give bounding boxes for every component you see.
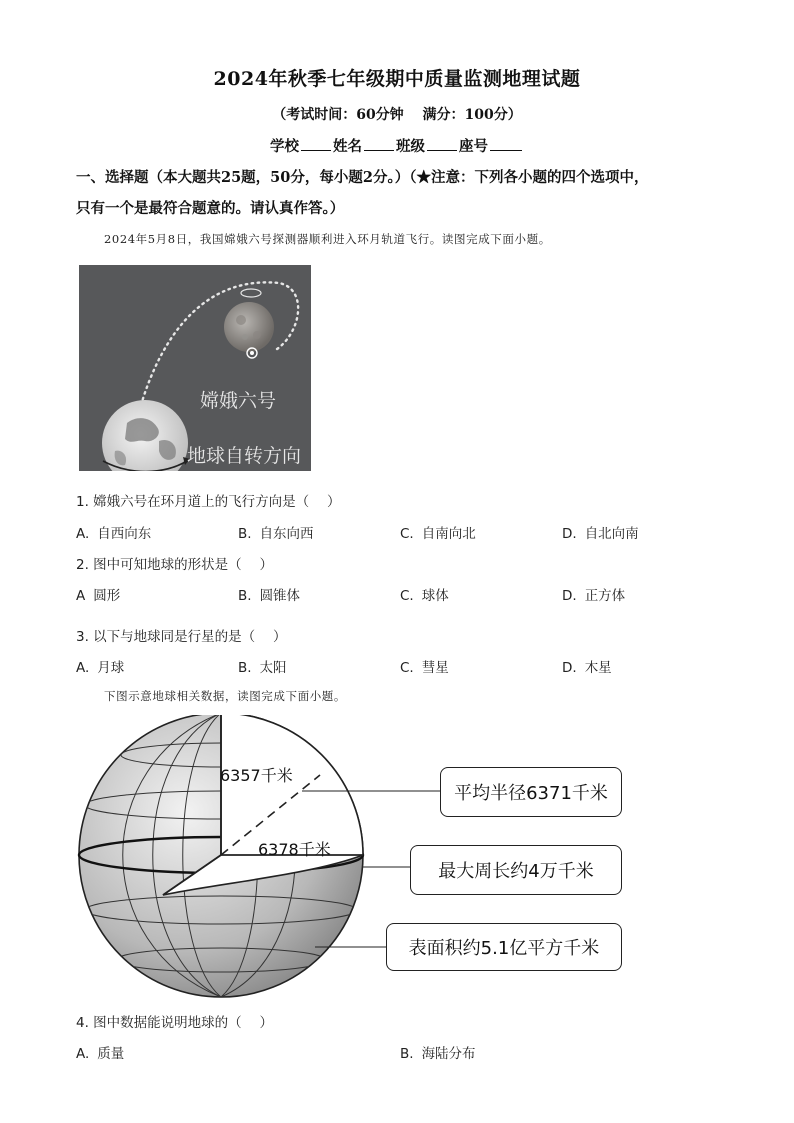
field-school: 学校 <box>270 138 299 155</box>
q4-option-b[interactable]: B. 海陆分布 <box>400 1046 476 1062</box>
q3-option-a[interactable]: A. 月球 <box>76 660 125 676</box>
q4-option-a[interactable]: A. 质量 <box>76 1046 125 1062</box>
q1-option-a[interactable]: A. 自西向东 <box>76 526 152 542</box>
q2-option-a[interactable]: A 圆形 <box>76 588 121 604</box>
field-seat: 座号 <box>459 138 488 155</box>
section-heading-line1: 一、选择题（本大题共25题，50分，每小题2分。）（★注意：下列各小题的四个选项中， <box>76 169 649 186</box>
question-2-stem: 2. 图中可知地球的形状是（ ） <box>76 557 273 573</box>
caption-earth-rotation: 地球自转方向 <box>187 445 302 467</box>
field-name-blank[interactable] <box>364 136 394 151</box>
change6-figure <box>79 265 311 471</box>
callout-surface-area: 表面积约5.1亿平方千米 <box>386 923 622 971</box>
exam-subtitle: （考试时间：60分钟 满分：100分） <box>272 107 522 123</box>
student-info-fields <box>0 135 794 156</box>
field-name: 姓名 <box>333 138 362 155</box>
group2-intro: 下图示意地球相关数据，读图完成下面小题。 <box>104 689 346 703</box>
polar-radius-label: 6357千米 <box>220 766 293 785</box>
q3-option-d[interactable]: D. 木星 <box>562 660 612 676</box>
field-seat-blank[interactable] <box>490 136 522 151</box>
question-3-stem: 3. 以下与地球同是行星的是（ ） <box>76 629 287 645</box>
section-heading <box>76 162 726 224</box>
moon-orbit-ring <box>241 289 261 297</box>
callout-circumference: 最大周长约4万千米 <box>410 845 622 895</box>
q2-option-b[interactable]: B. 圆锥体 <box>238 588 301 604</box>
q1-option-d[interactable]: D. 自北向南 <box>562 526 639 542</box>
group1-intro: 2024年5月8日，我国嫦娥六号探测器顺利进入环月轨道飞行。读图完成下面小题。 <box>104 232 551 246</box>
q3-option-c[interactable]: C. 彗星 <box>400 660 449 676</box>
caption-change6: 嫦娥六号 <box>200 390 277 412</box>
q2-option-c[interactable]: C. 球体 <box>400 588 449 604</box>
question-4-stem: 4. 图中数据能说明地球的（ ） <box>76 1015 273 1031</box>
moon <box>224 302 274 352</box>
q3-option-b[interactable]: B. 太阳 <box>238 660 287 676</box>
exam-title: 2024年秋季七年级期中质量监测地理试题 <box>213 68 581 90</box>
q2-option-d[interactable]: D. 正方体 <box>562 588 626 604</box>
earth-data-figure <box>70 715 640 1005</box>
field-school-blank[interactable] <box>301 136 331 151</box>
field-class-blank[interactable] <box>427 136 457 151</box>
q1-option-b[interactable]: B. 自东向西 <box>238 526 314 542</box>
callout-mean-radius: 平均半径6371千米 <box>440 767 622 817</box>
section-heading-line2: 只有一个是最符合题意的。请认真作答。） <box>76 200 345 217</box>
equatorial-radius-label: 6378千米 <box>258 840 331 859</box>
question-1-stem: 1. 嫦娥六号在环月道上的飞行方向是（ ） <box>76 494 341 510</box>
field-class: 班级 <box>396 138 425 155</box>
q1-option-c[interactable]: C. 自南向北 <box>400 526 476 542</box>
